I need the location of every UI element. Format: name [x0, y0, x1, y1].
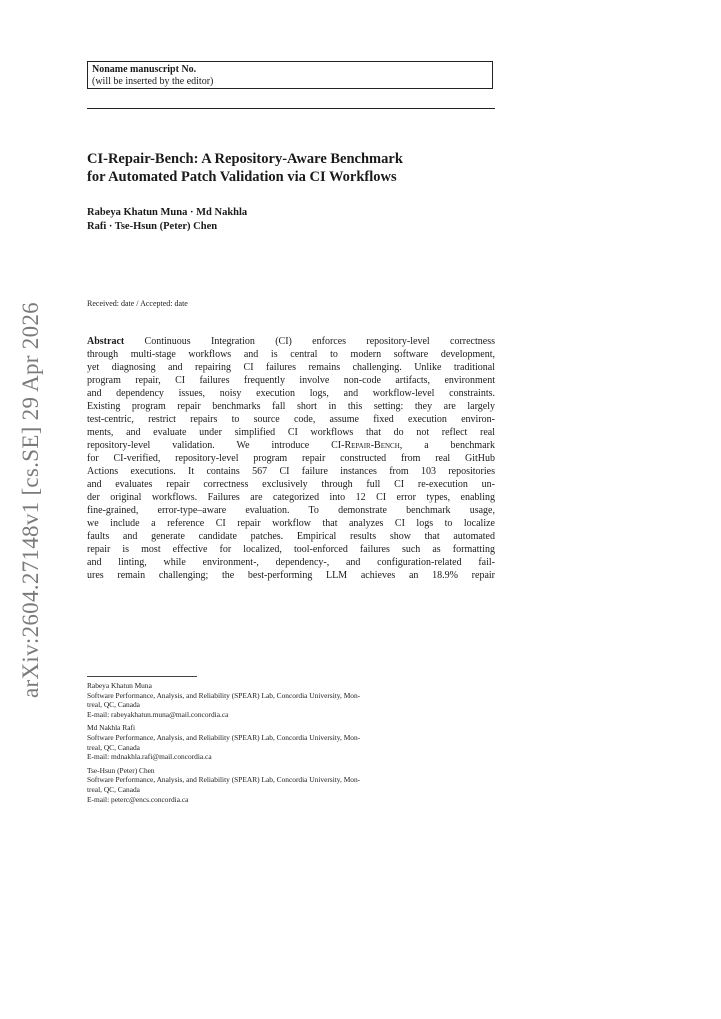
abstract-line: test-centric, restrict repairs to source code, assume fixed execution environ- — [87, 414, 495, 425]
footnote-email: E-mail: mdnakhla.rafi@mail.concordia.ca — [87, 752, 212, 762]
abstract-line: and dependency issues, noisy execution logs, and workflow-level constraints. — [87, 388, 495, 399]
abstract-line: repair is most effective for localized, tool-enforced failures such as formatting — [87, 544, 495, 555]
abstract-line: Existing program repair benchmarks fall short in this setting: they are largely — [87, 401, 495, 412]
manuscript-box — [87, 61, 493, 89]
abstract-line: and evaluates repair correctness exclusively through full CI re-execution un- — [87, 479, 495, 490]
footnote-author-name: Md Nakhla Rafi — [87, 723, 136, 733]
abstract-line: Actions executions. It contains 567 CI failure instances from 103 repositories — [87, 466, 495, 477]
footnote-author-name: Rabeya Khatun Muna — [87, 681, 152, 690]
abstract-label: Abstract — [87, 336, 125, 347]
arxiv-identifier — [10, 300, 52, 700]
title-line: CI-Repair-Bench: A Repository-Aware Benchmark — [87, 151, 403, 167]
title-line: for Automated Patch Validation via CI Workflows — [87, 169, 397, 185]
paper-title — [87, 150, 507, 186]
header-rule — [87, 108, 495, 109]
author-footnote — [87, 723, 497, 762]
footnote-author-name: Tse-Hsun (Peter) Chen — [87, 765, 155, 775]
abstract — [87, 335, 495, 582]
footnote-affiliation: Software Performance, Analysis, and Reliability (SPEAR) Lab, Concordia University, Mon- — [87, 775, 361, 785]
author-footnote — [87, 681, 497, 720]
abstract-line: ments, and evaluate under simplified CI workflows that do not reflect real — [87, 427, 495, 438]
abstract-line: ures remain challenging; the best-performing LLM achieves an 18.9% repair — [87, 570, 495, 581]
abstract-line: der original workflows. Failures are categorized into 12 CI error types, enabling — [87, 492, 495, 503]
abstract-line: faults and generate candidate patches. Empirical results show that automated — [87, 531, 495, 542]
footnote-affiliation: treal, QC, Canada — [87, 742, 140, 752]
abstract-text: Continuous Integration (CI) enforces repository-level correctness — [144, 336, 495, 347]
author-line: Rabeya Khatun Muna · Md Nakhla — [87, 207, 248, 218]
footnote-affiliation: Software Performance, Analysis, and Reliability (SPEAR) Lab, Concordia University, Mon- — [87, 690, 361, 700]
footnote-affiliation: treal, QC, Canada — [87, 700, 140, 710]
abstract-line: yet diagnosing and repairing CI failures remains challenging. Unlike traditional — [87, 362, 495, 373]
benchmark-name: CI-Repair-Bench — [331, 440, 400, 451]
footnote-email: E-mail: peterc@encs.concordia.ca — [87, 794, 189, 804]
manuscript-subtitle: (will be inserted by the editor) — [92, 76, 214, 87]
footnote-affiliation: treal, QC, Canada — [87, 785, 140, 795]
author-line: Rafi · Tse-Hsun (Peter) Chen — [87, 221, 218, 232]
footnote-rule — [87, 676, 197, 677]
abstract-line: program repair, CI failures frequently involve non-code artifacts, environment — [87, 375, 495, 386]
abstract-line: through multi-stage workflows and is central to modern software development, — [87, 349, 495, 360]
footnote-affiliation: Software Performance, Analysis, and Reliability (SPEAR) Lab, Concordia University, Mon- — [87, 733, 361, 743]
author-footnotes — [87, 681, 497, 808]
abstract-line: for CI-verified, repository-level program repair constructed from real GitHub — [87, 453, 495, 464]
author-list — [87, 206, 507, 234]
abstract-line: and linting, while environment-, dependency-, and configuration-related fail- — [87, 557, 495, 568]
abstract-line — [87, 335, 495, 348]
arxiv-identifier-text: arXiv:2604.27148v1 [cs.SE] 29 Apr 2026 — [18, 302, 44, 698]
abstract-line: we include a reference CI repair workflow that analyzes CI logs to localize — [87, 518, 495, 529]
footnote-email: E-mail: rabeyakhatun.muna@mail.concordia.ca — [87, 710, 229, 720]
abstract-line: fine-grained, error-type–aware evaluation. To demonstrate benchmark usage, — [87, 505, 495, 516]
abstract-line — [87, 439, 495, 452]
abstract-text: repository-level validation. We introduce — [87, 440, 332, 451]
manuscript-title: Noname manuscript No. — [92, 64, 197, 75]
author-footnote — [87, 766, 497, 805]
abstract-text: , a benchmark — [399, 440, 495, 451]
received-date: Received: date / Accepted: date — [87, 299, 188, 308]
